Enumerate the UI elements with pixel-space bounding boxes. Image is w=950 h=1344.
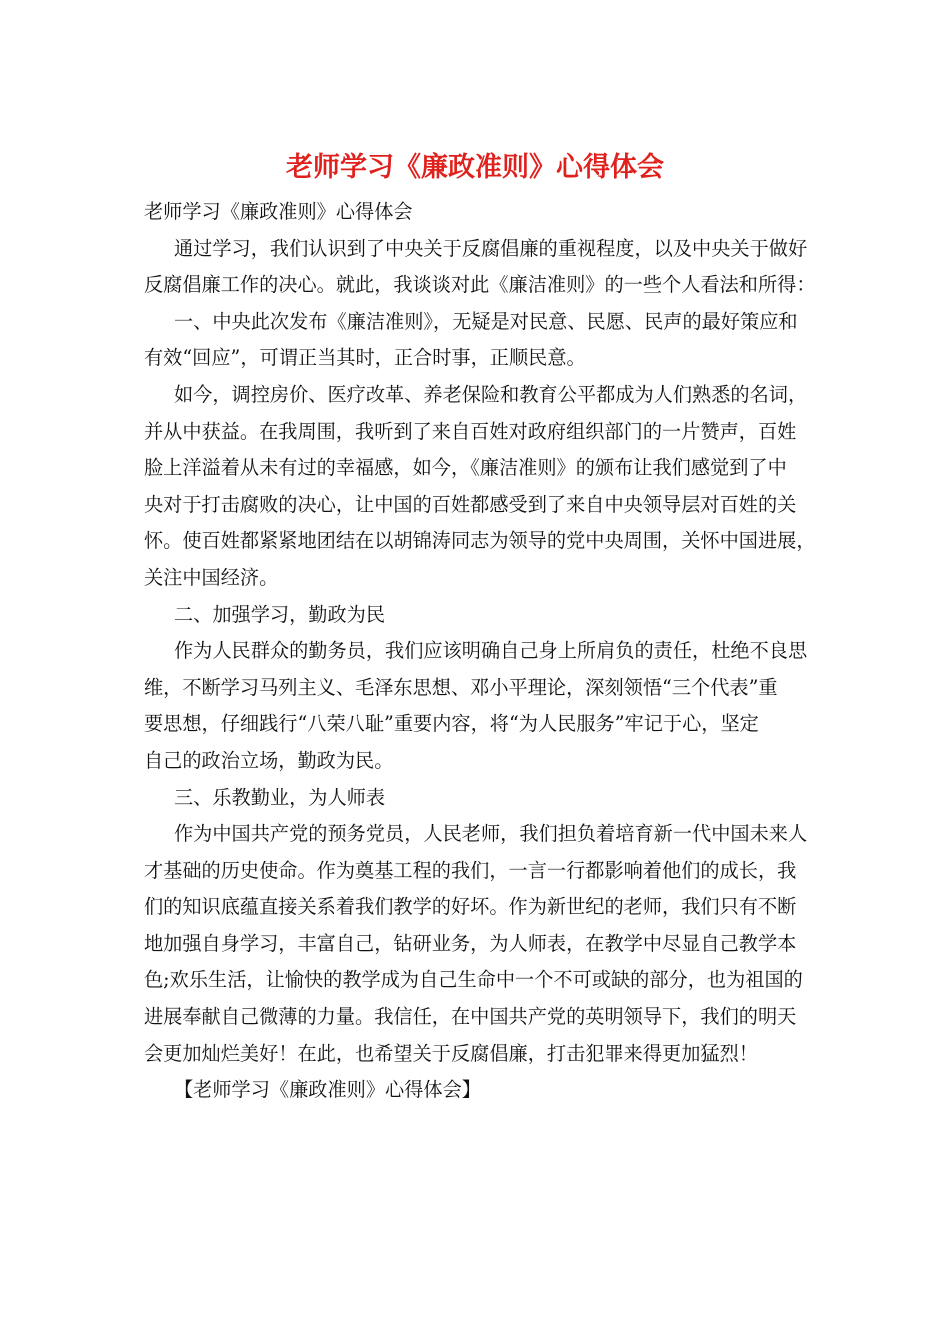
paragraph-line: 色;欢乐生活，让愉快的教学成为自己生命中一个不可或缺的部分，也为祖国的 [144, 968, 803, 992]
paragraph-line: 地加强自身学习，丰富自己，钻研业务，为人师表，在教学中尽显自己教学本 [144, 931, 797, 955]
paragraph-line: 并从中获益。在我周围，我听到了来自百姓对政府组织部门的一片赞声，百姓 [144, 419, 797, 443]
paragraph-line: 如今，调控房价、医疗改革、养老保险和教育公平都成为人们熟悉的名词， [174, 382, 808, 406]
paragraph-line: 们的知识底蕴直接关系着我们教学的好坏。作为新世纪的老师，我们只有不断 [144, 895, 797, 919]
section-heading-line: 三、乐教勤业，为人师表 [174, 785, 386, 809]
section-heading-line: 二、加强学习，勤政为民 [174, 602, 386, 626]
subtitle-line: 老师学习《廉政准则》心得体会 [144, 200, 413, 223]
closing-line: 【老师学习《廉政准则》心得体会】 [174, 1078, 481, 1102]
paragraph-line: 怀。使百姓都紧紧地团结在以胡锦涛同志为领导的党中央周围，关怀中国进展， [144, 529, 816, 553]
document-title: 老师学习《廉政准则》心得体会 [286, 152, 664, 183]
paragraph-line: 央对于打击腐败的决心，让中国的百姓都感受到了来自中央领导层对百姓的关 [144, 492, 797, 516]
paragraph-line: 反腐倡廉工作的决心。就此，我谈谈对此《廉洁准则》的一些个人看法和所得： [144, 273, 816, 297]
paragraph-line: 有效“回应”，可谓正当其时，正合时事，正顺民意。 [144, 346, 586, 370]
paragraph-line: 自己的政治立场，勤政为民。 [144, 748, 394, 772]
paragraph-line: 要思想，仔细践行“八荣八耻”重要内容，将“为人民服务”牢记于心，坚定 [144, 712, 759, 736]
paragraph-line: 维，不断学习马列主义、毛泽东思想、邓小平理论，深刻领悟“三个代表”重 [144, 675, 778, 699]
paragraph-line: 作为中国共产党的预务党员，人民老师，我们担负着培育新一代中国未来人 [174, 822, 808, 846]
paragraph-line: 脸上洋溢着从未有过的幸福感，如今，《廉洁准则》的颁布让我们感觉到了中 [144, 456, 787, 480]
paragraph-line: 进展奉献自己微薄的力量。我信任，在中国共产党的英明领导下，我们的明天 [144, 1005, 797, 1029]
paragraph-line: 才基础的历史使命。作为奠基工程的我们，一言一行都影响着他们的成长，我 [144, 858, 797, 882]
section-heading-line: 一、中央此次发布《廉洁准则》，无疑是对民意、民愿、民声的最好策应和 [174, 309, 798, 333]
document-body [144, 194, 816, 1109]
paragraph-line: 会更加灿烂美好！在此，也希望关于反腐倡廉，打击犯罪来得更加猛烈！ [144, 1041, 758, 1065]
paragraph-line: 关注中国经济。 [144, 565, 279, 589]
paragraph-line: 通过学习，我们认识到了中央关于反腐倡廉的重视程度，以及中央关于做好 [174, 236, 808, 260]
paragraph-line: 作为人民群众的勤务员，我们应该明确自己身上所肩负的责任，杜绝不良思 [174, 639, 808, 663]
